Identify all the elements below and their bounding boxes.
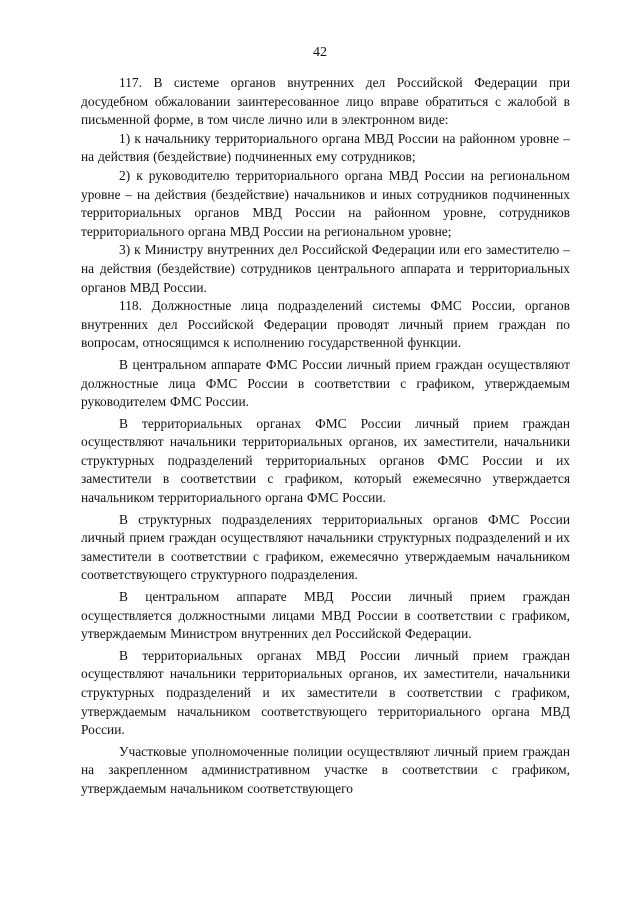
paragraph-117: 117. В системе органов внутренних дел Российской Федерации при досудебном обжаловании заинтересованное лицо вправе обратиться с жалобой в письменной форме, в том числе лично или в электронном виде:	[81, 75, 570, 128]
document-body	[81, 74, 570, 799]
paragraph-fms-structural: В структурных подразделениях территориальных органов ФМС России личный прием граждан осуществляют начальники структурных подразделений и их заместители в соответствии с графиком, ежемесячно утверждаемым начальником соответствующего структурного подразделения.	[81, 511, 570, 583]
list-item-1: 1) к начальнику территориального органа МВД России на районном уровне – на действия (бездействие) подчиненных ему сотрудников;	[81, 130, 570, 165]
page-number: 42	[313, 45, 327, 60]
paragraph-fms-central: В центральном аппарате ФМС России личный прием граждан осуществляют должностные лица ФМС России в соответствии с графиком, утверждаемым руководителем ФМС России.	[81, 356, 570, 410]
paragraph-118: 118. Должностные лица подразделений системы ФМС России, органов внутренних дел Российской Федерации проводят личный прием граждан по вопросам, относящимся к исполнению государственной функции.	[81, 298, 570, 351]
paragraph-mvd-territorial: В территориальных органах МВД России личный прием граждан осуществляют начальники территориальных органов, их заместители, начальники структурных подразделений и их заместители в соответствии с графиком, утверждаемым начальником соответствующего территориального органа МВД России.	[81, 647, 570, 738]
paragraph-mvd-central: В центральном аппарате МВД России личный прием граждан осуществляется должностными лицами МВД России в соответствии с графиком, утверждаемым Министром внутренних дел Российской Федерации.	[81, 589, 570, 642]
paragraph-district-officers: Участковые уполномоченные полиции осуществляют личный прием граждан на закрепленном административном участке в соответствии с графиком, утверждаемым начальником соответствующего	[81, 743, 570, 796]
list-item-3: 3) к Министру внутренних дел Российской Федерации или его заместителю – на действия (бездействие) сотрудников центрального аппарата и территориальных органов МВД России.	[81, 242, 570, 295]
paragraph-fms-territorial: В территориальных органах ФМС России личный прием граждан осуществляют начальники территориальных органов, их заместители, начальники структурных подразделений территориальных органов ФМС России и их заместители в соответствии с графиком, который ежемесячно утверждается начальником территориального органа ФМС России.	[81, 415, 570, 506]
list-item-2: 2) к руководителю территориального органа МВД России на региональном уровне – на действия (бездействие) начальников и иных сотрудников подчиненных территориальных органов МВД России на районном уровне, сотрудников территориального органа МВД России на региональном уровне;	[81, 167, 570, 239]
